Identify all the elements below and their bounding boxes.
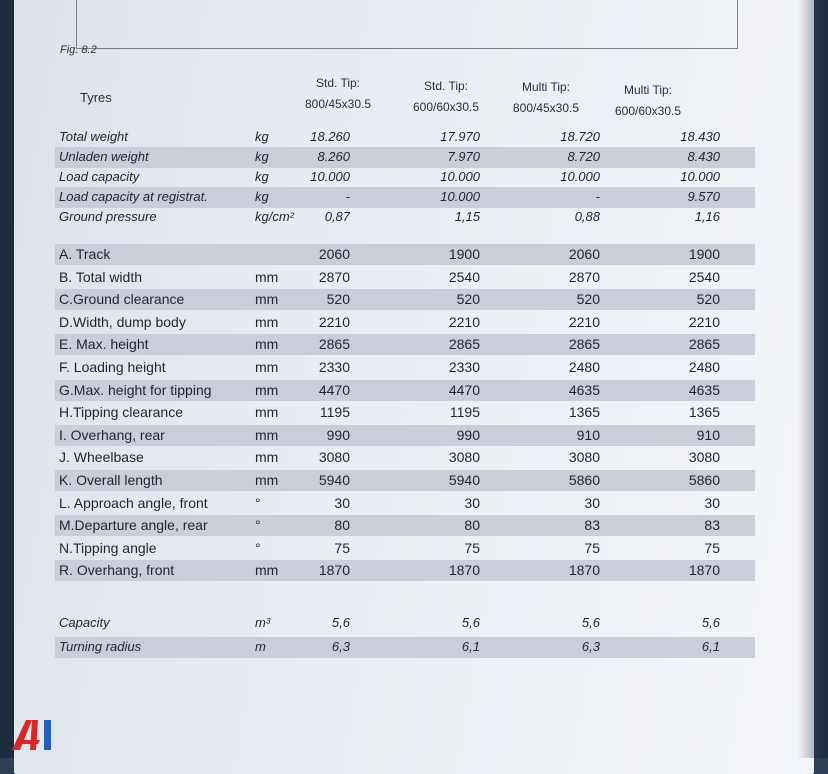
- row-value-col-2: 990: [456, 426, 480, 443]
- table-row: [55, 402, 755, 423]
- row-label: Load capacity: [59, 169, 140, 184]
- table-row: [55, 538, 755, 559]
- row-unit: mm: [255, 472, 279, 488]
- row-value-col-3: 2060: [568, 246, 600, 262]
- row-value-col-2: 17.970: [440, 129, 480, 144]
- row-value-col-3: 75: [584, 539, 600, 556]
- row-value-col-1: 5940: [318, 472, 350, 488]
- row-value-col-3: 2870: [568, 268, 600, 285]
- row-value-col-2: 75: [464, 539, 480, 556]
- table-row: [55, 147, 755, 168]
- row-label: J. Wheelbase: [59, 449, 144, 466]
- row-value-col-4: 75: [704, 539, 720, 556]
- row-value-col-1: 520: [326, 291, 350, 308]
- table-row: [55, 560, 755, 581]
- row-value-col-1: 2060: [318, 246, 350, 262]
- table-row: [55, 380, 755, 401]
- row-value-col-3: 4635: [568, 381, 600, 398]
- table-row: [55, 167, 755, 188]
- figure-frame: [76, 0, 738, 49]
- row-unit: mm: [255, 381, 279, 398]
- row-unit: kg/cm²: [255, 209, 294, 224]
- row-value-col-4: 5860: [688, 472, 720, 488]
- row-unit: kg: [255, 149, 269, 164]
- table-row: [55, 267, 755, 288]
- row-unit: mm: [255, 336, 279, 353]
- row-unit: mm: [255, 359, 279, 375]
- row-unit: mm: [255, 426, 279, 443]
- row-unit: mm: [255, 313, 279, 330]
- row-value-col-4: 2540: [688, 268, 720, 285]
- row-value-col-2: 520: [456, 291, 480, 308]
- row-value-col-2: 80: [464, 517, 480, 534]
- row-value-col-4: 2480: [688, 359, 720, 375]
- row-unit: °: [255, 494, 261, 511]
- row-value-col-3: 83: [584, 517, 600, 534]
- table-row: [55, 127, 755, 148]
- row-value-col-2: 6,1: [461, 639, 480, 654]
- row-value-col-3: 5860: [568, 472, 600, 488]
- row-value-col-1: 75: [334, 539, 350, 556]
- row-value-col-4: 5,6: [701, 615, 720, 630]
- figure-label: Fig. 8.2: [60, 44, 97, 56]
- row-label: M.Departure angle, rear: [59, 517, 208, 534]
- row-unit: °: [255, 517, 261, 534]
- row-value-col-3: 18.720: [560, 129, 600, 144]
- row-label: A. Track: [59, 246, 111, 262]
- table-row: [55, 187, 755, 208]
- column-header-3: Multi Tip: 800/45x30.5: [512, 80, 580, 115]
- row-value-col-3: 10.000: [560, 169, 600, 184]
- table-row: [55, 515, 755, 536]
- row-value-col-4: 1870: [688, 562, 720, 579]
- row-unit: mm: [255, 449, 279, 466]
- row-value-col-1: 2210: [318, 313, 350, 330]
- page-edge-shadow: [798, 0, 828, 758]
- row-label: Load capacity at registrat.: [59, 189, 208, 204]
- row-unit: °: [255, 539, 261, 556]
- row-value-col-3: 1365: [568, 404, 600, 421]
- row-value-col-1: 10.000: [310, 169, 350, 184]
- table-row: [55, 207, 755, 228]
- row-value-col-1: 30: [334, 494, 350, 511]
- row-label: B. Total width: [59, 268, 143, 285]
- row-value-col-4: 6,1: [701, 639, 720, 654]
- row-value-col-2: 30: [464, 494, 480, 511]
- row-value-col-3: -: [595, 189, 600, 204]
- table-row: [55, 244, 755, 265]
- row-label: Total weight: [59, 129, 128, 144]
- row-label: Capacity: [59, 615, 110, 630]
- row-value-col-2: 1195: [449, 404, 480, 421]
- row-value-col-3: 5,6: [581, 615, 600, 630]
- row-value-col-4: 520: [696, 291, 720, 308]
- row-value-col-3: 6,3: [581, 639, 600, 654]
- row-value-col-4: 3080: [688, 449, 720, 466]
- row-label: N.Tipping angle: [59, 539, 157, 556]
- table-row: [55, 289, 755, 310]
- row-label: R. Overhang, front: [59, 562, 175, 579]
- tyres-label: Tyres: [80, 90, 112, 105]
- row-unit: mm: [255, 268, 279, 285]
- row-label: E. Max. height: [59, 336, 149, 353]
- table-row: [55, 357, 755, 378]
- column-header-4: Multi Tip: 600/60x30.5: [614, 83, 682, 118]
- row-value-col-4: 1,16: [694, 209, 720, 224]
- row-unit: kg: [255, 129, 269, 144]
- row-value-col-4: 2865: [688, 336, 720, 353]
- column-header-1: Std. Tip: 800/45x30.5: [304, 76, 372, 111]
- row-value-col-2: 7.970: [447, 149, 480, 164]
- row-value-col-4: 1900: [688, 246, 720, 262]
- row-label: L. Approach angle, front: [59, 494, 208, 511]
- row-value-col-2: 2865: [448, 336, 480, 353]
- row-unit: m: [255, 639, 266, 654]
- row-unit: kg: [255, 189, 269, 204]
- row-value-col-2: 4470: [448, 381, 480, 398]
- row-label: F. Loading height: [59, 359, 166, 375]
- row-value-col-3: 910: [576, 426, 600, 443]
- row-value-col-2: 5,6: [461, 615, 480, 630]
- table-row: [55, 470, 755, 491]
- row-unit: kg: [255, 169, 269, 184]
- row-value-col-2: 10.000: [440, 189, 480, 204]
- row-value-col-1: 1870: [318, 562, 350, 579]
- row-value-col-4: 30: [704, 494, 720, 511]
- row-value-col-4: 10.000: [680, 169, 720, 184]
- table-row: [55, 637, 755, 658]
- row-value-col-4: 18.430: [680, 129, 720, 144]
- table-row: [55, 312, 755, 333]
- spiral-binding: [0, 0, 14, 758]
- row-value-col-3: 30: [584, 494, 600, 511]
- column-header-2: Std. Tip: 600/60x30.5: [412, 79, 480, 114]
- row-value-col-4: 2210: [688, 313, 720, 330]
- row-value-col-2: 2330: [448, 359, 480, 375]
- row-value-col-3: 2480: [568, 359, 600, 375]
- row-value-col-2: 10.000: [440, 169, 480, 184]
- row-value-col-3: 0,88: [574, 209, 600, 224]
- row-value-col-2: 2210: [448, 313, 480, 330]
- row-unit: mm: [255, 291, 279, 308]
- row-label: G.Max. height for tipping: [59, 381, 212, 398]
- row-value-col-1: 990: [326, 426, 350, 443]
- row-value-col-4: 83: [704, 517, 720, 534]
- row-value-col-4: 9.570: [687, 189, 720, 204]
- row-value-col-4: 910: [696, 426, 720, 443]
- row-label: C.Ground clearance: [59, 291, 185, 308]
- row-label: Ground pressure: [59, 209, 157, 224]
- row-value-col-1: 80: [334, 517, 350, 534]
- row-value-col-2: 1,15: [454, 209, 480, 224]
- row-value-col-3: 8.720: [567, 149, 600, 164]
- row-value-col-2: 1870: [448, 562, 480, 579]
- table-row: [55, 493, 755, 514]
- row-value-col-1: -: [345, 189, 350, 204]
- row-label: Unladen weight: [59, 149, 149, 164]
- row-value-col-1: 3080: [318, 449, 350, 466]
- row-label: K. Overall length: [59, 472, 163, 488]
- row-value-col-1: 4470: [318, 381, 350, 398]
- row-value-col-1: 2870: [318, 268, 350, 285]
- row-value-col-3: 1870: [568, 562, 600, 579]
- row-value-col-1: 8.260: [317, 149, 350, 164]
- row-value-col-1: 2330: [318, 359, 350, 375]
- row-value-col-3: 3080: [568, 449, 600, 466]
- row-value-col-2: 2540: [448, 268, 480, 285]
- row-label: H.Tipping clearance: [59, 404, 183, 421]
- row-value-col-3: 2210: [568, 313, 600, 330]
- row-value-col-3: 520: [576, 291, 600, 308]
- row-label: I. Overhang, rear: [59, 426, 165, 443]
- row-value-col-4: 1365: [688, 404, 720, 421]
- row-label: D.Width, dump body: [59, 313, 186, 330]
- row-value-col-1: 5,6: [331, 615, 350, 630]
- table-row: [55, 613, 755, 634]
- table-row: [55, 425, 755, 446]
- auction-logo-icon: [10, 716, 60, 752]
- row-unit: m³: [255, 615, 271, 630]
- row-value-col-3: 2865: [568, 336, 600, 353]
- row-value-col-1: 1195: [319, 404, 350, 421]
- row-value-col-2: 5940: [448, 472, 480, 488]
- row-value-col-2: 1900: [448, 246, 480, 262]
- row-value-col-4: 4635: [688, 381, 720, 398]
- row-unit: mm: [255, 404, 279, 421]
- row-value-col-1: 6,3: [331, 639, 350, 654]
- row-value-col-1: 2865: [318, 336, 350, 353]
- table-row: [55, 447, 755, 468]
- table-row: [55, 334, 755, 355]
- row-value-col-1: 18.260: [310, 129, 350, 144]
- row-label: Turning radius: [59, 639, 142, 654]
- row-value-col-4: 8.430: [687, 149, 720, 164]
- row-value-col-2: 3080: [448, 449, 480, 466]
- row-value-col-1: 0,87: [324, 209, 350, 224]
- row-unit: mm: [255, 562, 279, 579]
